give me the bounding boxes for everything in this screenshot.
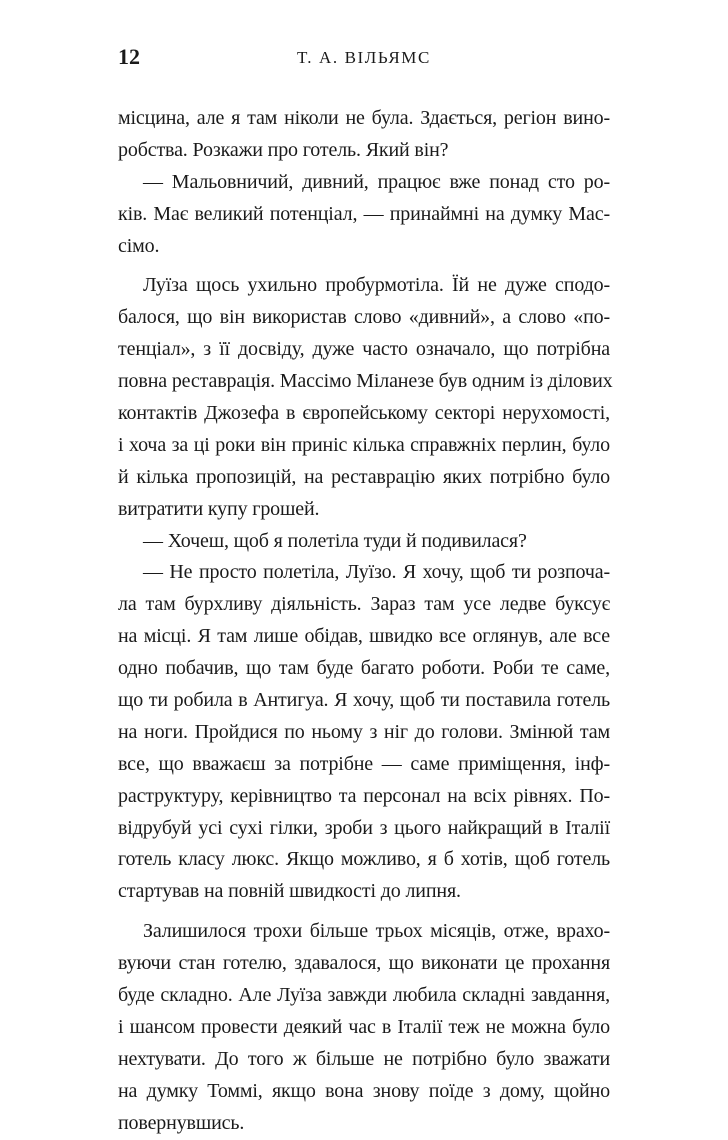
text-line: що ти робила в Антигуа. Я хочу, щоб ти поставила готель (118, 689, 610, 712)
text-line: вуючи стан готелю, здавалося, що виконати це прохання (118, 952, 610, 975)
text-line: на місці. Я там лише обідав, швидко все оглянув, але все (118, 625, 610, 648)
text-line: стартував на повній швидкості до липня. (118, 880, 461, 903)
text-line: — Не просто полетіла, Луїзо. Я хочу, щоб ти розпоча- (143, 561, 610, 584)
text-line: витратити купу грошей. (118, 497, 320, 520)
text-line: на ноги. Пройдися по ньому з ніг до голови. Змінюй там (118, 720, 610, 743)
text-line: й кілька пропозицій, на реставрацію яких потрібно було (118, 465, 610, 488)
text-line: відрубуй усі сухі гілки, зроби з цього найкращий в Італії (118, 816, 610, 839)
text-line: і шансом провести деякий час в Італії теж не можна було (118, 1015, 610, 1038)
text-line: раструктуру, керівництво та персонал на всіх рівнях. По- (118, 784, 610, 807)
text-line: Залишилося трохи більше трьох місяців, отже, врахо- (143, 920, 610, 943)
body-text (118, 103, 613, 1140)
running-head: Т. А. ВІЛЬЯМС (297, 48, 431, 67)
text-line: Луїза щось ухильно пробурмотіла. Їй не дуже сподо- (143, 274, 610, 297)
text-line: і хоча за ці роки він приніс кілька справжніх перлин, було (118, 433, 610, 456)
page-header (118, 44, 610, 74)
text-line: на думку Томмі, якщо вона знову поїде з дому, щойно (118, 1079, 610, 1102)
text-line: нехтувати. До того ж більше не потрібно було зважати (118, 1047, 610, 1070)
text-line: балося, що він використав слово «дивний», а слово «по- (118, 306, 610, 329)
text-line: місцина, але я там ніколи не була. Здається, регіон вино- (118, 107, 610, 129)
text-line: повна реставрація. Массімо Міланезе був одним із ділових (118, 370, 613, 393)
text-line: сімо. (118, 234, 160, 257)
text-line: тенціал», з її досвіду, дуже часто означало, що потрібна (118, 338, 610, 361)
text-line: буде складно. Але Луїза завжди любила складні завдання, (118, 984, 610, 1007)
text-line: одно побачив, що там буде багато роботи. Роби те саме, (118, 657, 610, 680)
text-line: все, що вважаєш за потрібне — саме приміщення, інф- (118, 752, 610, 775)
text-line: робства. Розкажи про готель. Який він? (118, 138, 449, 161)
text-line: повернувшись. (118, 1111, 245, 1134)
text-line: — Мальовничий, дивний, працює вже понад сто ро- (143, 170, 610, 193)
text-line: контактів Джозефа в європейському секторі нерухомості, (118, 402, 610, 425)
text-line: ків. Має великий потенціал, — принаймні на думку Мас- (118, 202, 610, 225)
page-number: 12 (118, 44, 140, 69)
text-line: готель класу люкс. Якщо можливо, я б хотів, щоб готель (118, 848, 610, 871)
text-line: — Хочеш, щоб я полетіла туди й подивилася? (143, 529, 527, 552)
text-line: ла там бурхливу діяльність. Зараз там усе ледве буксує (118, 593, 610, 616)
